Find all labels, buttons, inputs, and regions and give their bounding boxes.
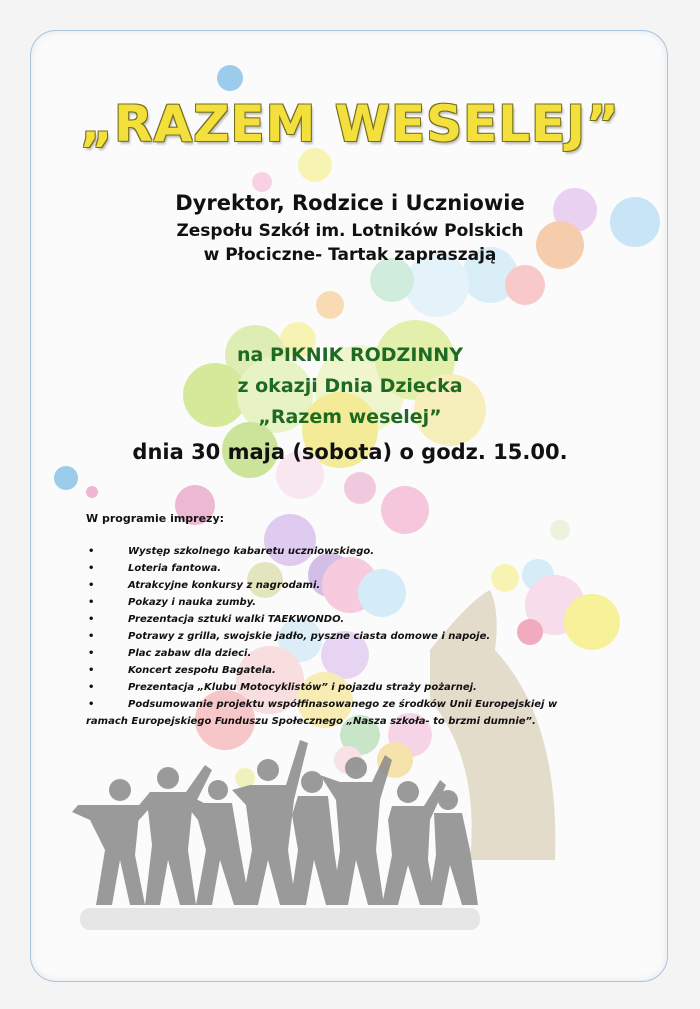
- list-item: [86, 628, 586, 645]
- list-item-text: Koncert zespołu Bagatela.: [128, 665, 276, 676]
- list-item-text: Prezentacja sztuki walki TAEKWONDO.: [128, 614, 345, 625]
- list-item: [86, 594, 586, 611]
- bullet-icon: •: [88, 682, 95, 693]
- bullet-icon: •: [88, 580, 95, 591]
- program-list: [86, 543, 586, 730]
- bullet-icon: •: [88, 699, 95, 710]
- list-item: [86, 577, 586, 594]
- event-line-2: z okazji Dnia Dziecka: [237, 375, 463, 397]
- list-item-text: Plac zabaw dla dzieci.: [128, 648, 252, 659]
- list-item: [86, 662, 586, 679]
- list-item-text: Potrawy z grilla, swojskie jadło, pyszne ciasta domowe i napoje.: [128, 631, 491, 642]
- bullet-icon: •: [88, 648, 95, 659]
- list-item-text: Pokazy i nauka zumby.: [128, 597, 257, 608]
- list-item-text: Loteria fantowa.: [128, 563, 222, 574]
- organizers-line-1: Dyrektor, Rodzice i Uczniowie: [175, 191, 525, 215]
- silhouette-group: [72, 740, 478, 905]
- list-item-text: Podsumowanie projektu współfinasowanego ze środków Unii Europejskiej w ramach Europejskiego Funduszu Społecznego „Nasza szkoła- to brzmi dumnie”.: [86, 699, 558, 727]
- program-heading: W programie imprezy:: [86, 512, 225, 525]
- list-item: [86, 696, 586, 730]
- event-line-1: na PIKNIK RODZINNY: [237, 344, 463, 366]
- list-item: [86, 679, 586, 696]
- list-item: [86, 645, 586, 662]
- event-block: [0, 340, 700, 471]
- organizers-line-2: Zespołu Szkół im. Lotników Polskich: [176, 221, 524, 241]
- bullet-icon: •: [88, 614, 95, 625]
- bullet-icon: •: [88, 597, 95, 608]
- bullet-icon: •: [88, 631, 95, 642]
- list-item-text: Atrakcyjne konkursy z nagrodami.: [128, 580, 321, 591]
- organizers-line-3: w Płociczne- Tartak zapraszają: [203, 245, 497, 265]
- list-item: [86, 560, 586, 577]
- bullet-icon: •: [88, 563, 95, 574]
- list-item-text: Prezentacja „Klubu Motocyklistów” i pojazdu straży pożarnej.: [128, 682, 477, 693]
- organizers-block: [0, 188, 700, 267]
- bullet-icon: •: [88, 546, 95, 557]
- event-line-3: „Razem weselej”: [258, 406, 442, 428]
- list-item-text: Występ szkolnego kabaretu uczniowskiego.: [128, 546, 375, 557]
- event-date: dnia 30 maja (sobota) o godz. 15.00.: [132, 440, 568, 464]
- program-section: [86, 512, 586, 730]
- list-item: [86, 611, 586, 628]
- poster-title: „RAZEM WESELEJ”: [80, 95, 620, 153]
- list-item: [86, 543, 586, 560]
- bullet-icon: •: [88, 665, 95, 676]
